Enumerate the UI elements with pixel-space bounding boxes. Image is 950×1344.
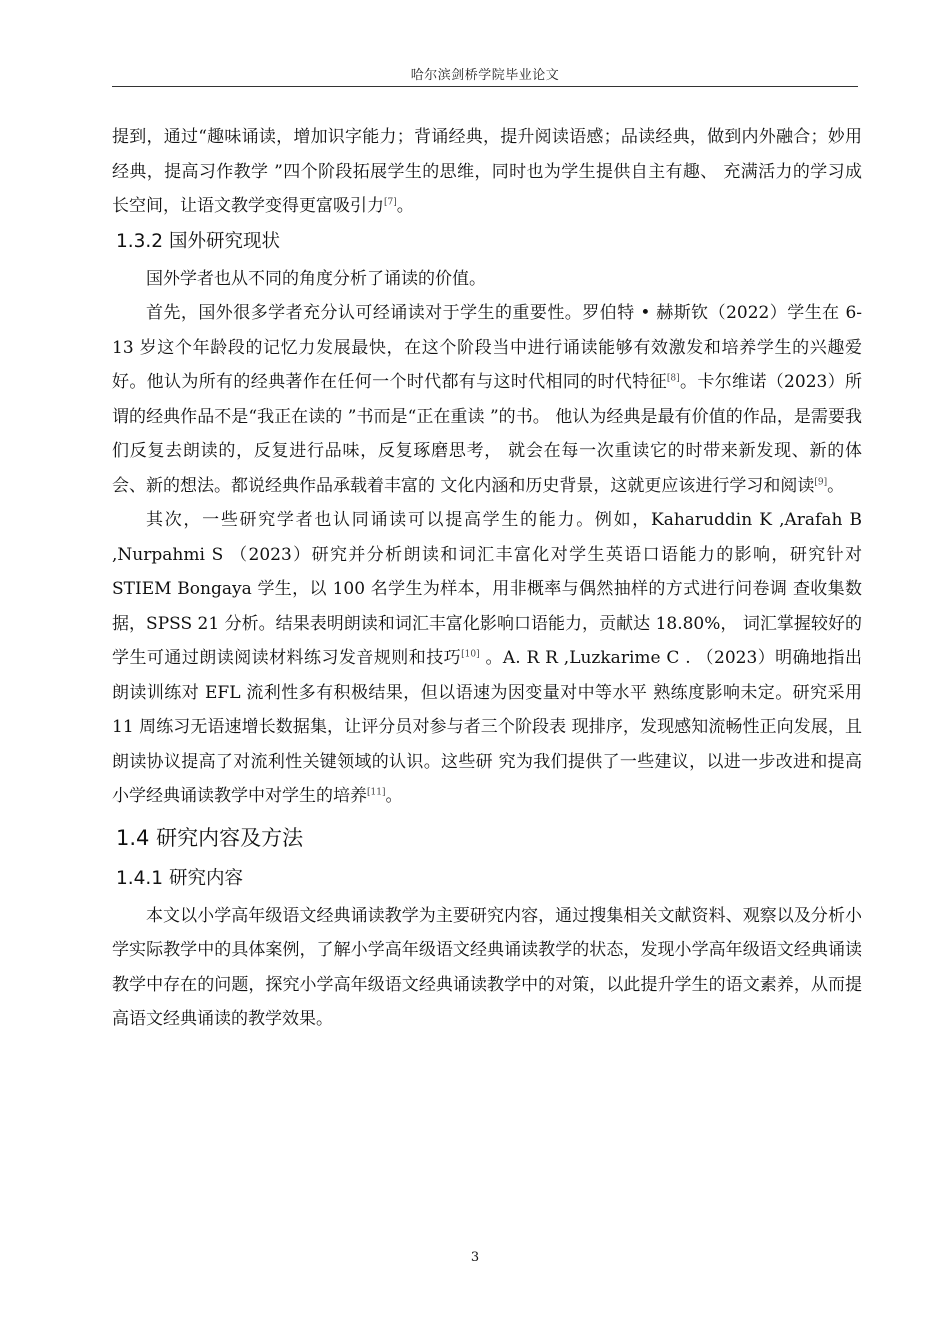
citation-ref: [9] bbox=[814, 476, 828, 487]
paragraph-text: 。A. R R ,Luzkarime C . （2023）明确地指出朗读训练对 EFL 流利性多有积极结果，但以语速为因变量对中等水平 熟练度影响未定。研究采用 11 周练习无语速增长数据集，让评分员对参与者三个阶段表 现排序，发现感知流畅性正向发展，且朗读协议提高了对流利性关键领域的认识。这些研 究为我们提供了一些建议，以进一步改进和提高小学经典诵读教学中对学生的培养 bbox=[112, 648, 863, 806]
paragraph-research-content: 本文以小学高年级语文经典诵读教学为主要研究内容，通过搜集相关文献资料、观察以及分析小学实际教学中的具体案例，了解小学高年级语文经典诵读教学的状态，发现小学高年级语文经典诵读教学中存在的问题，探究小学高年级语文经典诵读教学中的对策，以此提升学生的语文素养，从而提高语文经典诵读的教学效果。 bbox=[112, 905, 862, 1029]
paragraph-text: 其次，一些研究学者也认同诵读可以提高学生的能力。例如，Kaharuddin K ,Arafah B ,Nurpahmi S （2023）研究并分析朗读和词汇丰富化对学生英语口语能力的影响，研究针对 STIEM Bongaya 学生，以 100 名学生为样本，用非概率与偶然抽样的方式进行问卷调 查收集数据，SPSS 21 分析。结果表明朗读和词汇丰富化影响口语能力，贡献达 18.80%， 词汇掌握较好的学生可通过朗读阅读材料练习发音规则和技巧 bbox=[112, 510, 862, 668]
paragraph-second bbox=[112, 503, 862, 814]
citation-ref: [8] bbox=[666, 373, 680, 384]
paragraph-end: 。 bbox=[396, 196, 414, 216]
paragraph-end: 。 bbox=[385, 786, 403, 806]
page-header-title: 哈尔滨剑桥学院毕业论文 bbox=[410, 68, 560, 83]
citation-ref: [10] bbox=[461, 649, 480, 660]
document-body bbox=[112, 120, 862, 1037]
paragraph-continuation bbox=[112, 120, 862, 224]
paragraph-first bbox=[112, 296, 862, 503]
header-divider bbox=[112, 86, 858, 87]
paragraph-intro: 国外学者也从不同的角度分析了诵读的价值。 bbox=[146, 268, 486, 289]
paragraph-text: 首先，国外很多学者充分认可经诵读对于学生的重要性。罗伯特 • 赫斯钦（2022）学生在 6-13 岁这个年龄段的记忆力发展最快，在这个阶段当中进行诵读能够有效激发和培养学生的兴趣爱好。他认为所有的经典著作在任何一个时代都有与这时代相同的时代特征 bbox=[112, 303, 862, 392]
section-heading-1-4: 1.4 研究内容及方法 bbox=[116, 825, 304, 850]
citation-ref: [7] bbox=[384, 197, 397, 208]
section-heading-1-4-1: 1.4.1 研究内容 bbox=[116, 867, 243, 889]
citation-ref: [11] bbox=[367, 787, 386, 798]
paragraph-end: 。 bbox=[827, 475, 845, 496]
paragraph-text: 。卡尔维诺（2023）所谓的经典作品不是“我正在读的 ”书而是“正在重读 ”的书。 他认为经典是最有价值的作品，是需要我们反复去朗读的，反复进行品味，反复琢磨思考， 就会在每一次重读它的时带来新发现、新的体会、新的想法。都说经典作品承载着丰富的 文化内涵和历史背景，这就更应该进行学习和阅读 bbox=[112, 372, 863, 496]
section-heading-1-3-2: 1.3.2 国外研究现状 bbox=[116, 230, 280, 252]
page-number: 3 bbox=[470, 1250, 480, 1265]
paragraph-text: 提到，通过“趣味诵读，增加识字能力；背诵经典，提升阅读语感；品读经典，做到内外融合；妙用经典，提高习作教学 ”四个阶段拓展学生的思维，同时也为学生提供自主有趣、 充满活力的学习成长空间，让语文教学变得更富吸引力 bbox=[112, 127, 862, 216]
